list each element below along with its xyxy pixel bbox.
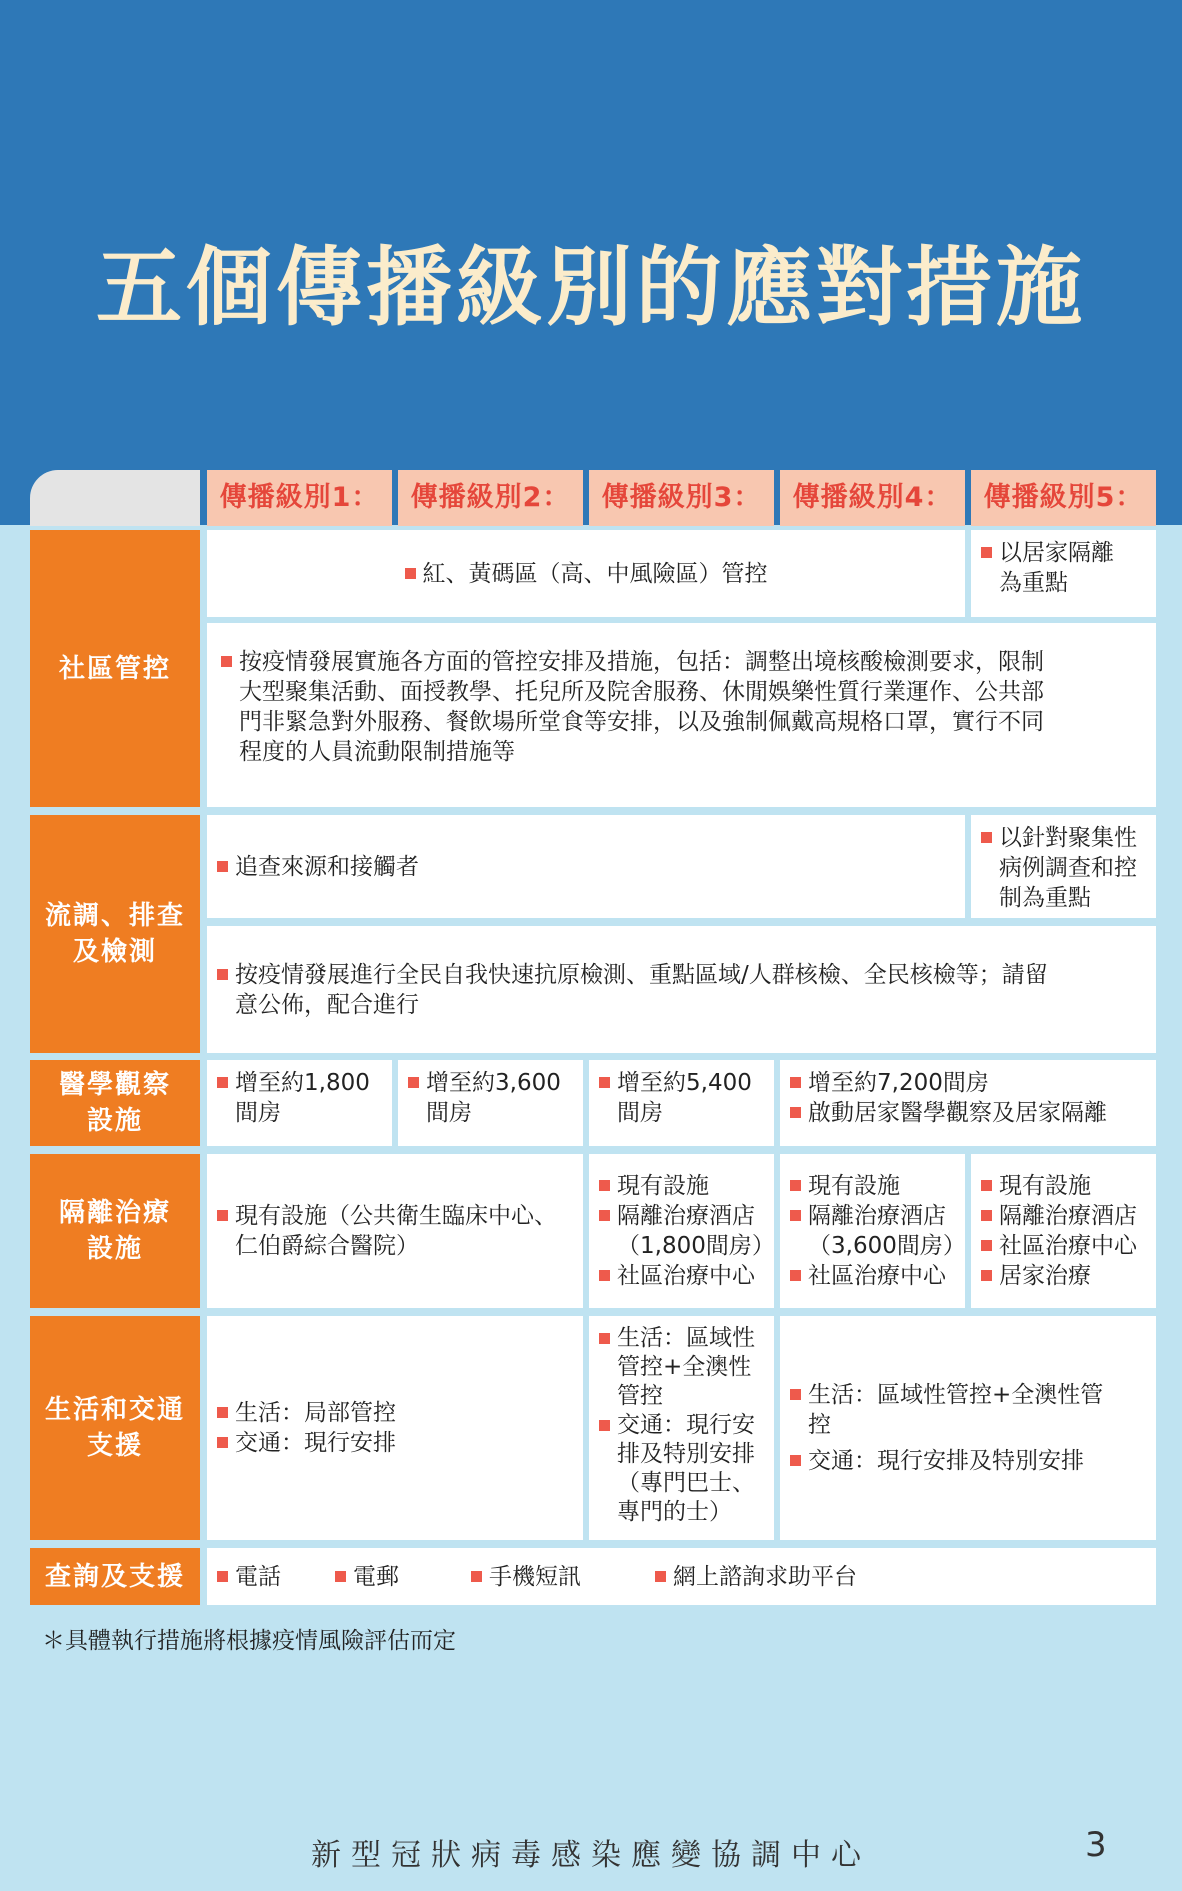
page-title: 五個傳播級別的應對措施 (96, 238, 1086, 338)
level-1-header: 傳播級別1： (207, 470, 392, 526)
community-measures-cell: 按疫情發展實施各方面的管控安排及措施，包括：調整出境核酸檢測要求，限制 大型聚集活動、面授教學、托兒所及院舍服務、休閒娛樂性質行業運作、公共部 門非緊急對外服務、餐飲場所堂食等安排，以及強制佩戴高規格口罩，實行不同 程度的人員流動限制措施等 (207, 623, 1156, 807)
level-4-header: 傳播級別4： (780, 470, 965, 526)
enquiry-channels-cell (207, 1548, 1156, 1605)
tracing-contacts-cell: 追查來源和接觸者 (207, 815, 965, 918)
observation-level2-cell: 增至約3,600 間房 (398, 1060, 583, 1146)
footnote: ＊具體執行措施將根據疫情風險評估而定 (42, 1628, 456, 1654)
isolation-level4-cell: 現有設施 隔離治療酒店 （3,600間房） 社區治療中心 (780, 1154, 965, 1308)
enquiry-phone: 電話 (217, 1562, 335, 1592)
support-level3-cell: 生活：區域性 管控+全澳性 管控 交通：現行安 排及特別安排 （專門巴士、 專門的士） (589, 1316, 774, 1540)
observation-level1-cell: 增至約1,800 間房 (207, 1060, 392, 1146)
footer-organisation: 新型冠狀病毒感染應變協調中心 (311, 1838, 871, 1873)
page-number: 3 (1085, 1825, 1107, 1865)
isolation-level3-cell: 現有設施 隔離治療酒店 （1,800間房） 社區治療中心 (589, 1154, 774, 1308)
tracing-testing-cell: 按疫情發展進行全民自我快速抗原檢測、重點區域/人群核檢、全民核檢等；請留 意公佈，配合進行 (207, 926, 1156, 1053)
tracing-level5-cell: 以針對聚集性 病例調查和控 制為重點 (971, 815, 1156, 918)
category-living-transport-support: 生活和交通 支援 (30, 1316, 200, 1540)
level-3-header: 傳播級別3： (589, 470, 774, 526)
table-corner (30, 470, 200, 526)
level-5-header: 傳播級別5： (971, 470, 1156, 526)
category-community-control: 社區管控 (30, 530, 200, 807)
enquiry-sms: 手機短訊 (471, 1562, 655, 1592)
support-level12-cell: 生活：局部管控 交通：現行安排 (207, 1316, 583, 1540)
category-enquiry-support: 查詢及支援 (30, 1548, 200, 1605)
isolation-level12-cell: 現有設施（公共衛生臨床中心、 仁伯爵綜合醫院） (207, 1154, 583, 1308)
enquiry-email: 電郵 (335, 1562, 471, 1592)
community-codes-text: 紅、黃碼區（高、中風險區）管控 (405, 559, 768, 589)
observation-level45-cell: 增至約7,200間房 啟動居家醫學觀察及居家隔離 (780, 1060, 1156, 1146)
enquiry-channels-list (217, 1562, 1146, 1592)
level-2-header: 傳播級別2： (398, 470, 583, 526)
category-isolation-treatment: 隔離治療 設施 (30, 1154, 200, 1308)
category-tracing-testing: 流調、排查 及檢測 (30, 815, 200, 1053)
enquiry-online-platform: 網上諮詢求助平台 (655, 1562, 857, 1592)
observation-level3-cell: 增至約5,400 間房 (589, 1060, 774, 1146)
community-level5-cell: 以居家隔離 為重點 (971, 530, 1156, 617)
support-level45-cell: 生活：區域性管控+全澳性管 控 交通：現行安排及特別安排 (780, 1316, 1156, 1540)
category-medical-observation: 醫學觀察 設施 (30, 1060, 200, 1146)
isolation-level5-cell: 現有設施 隔離治療酒店 社區治療中心 居家治療 (971, 1154, 1156, 1308)
community-codes-cell (207, 530, 965, 617)
